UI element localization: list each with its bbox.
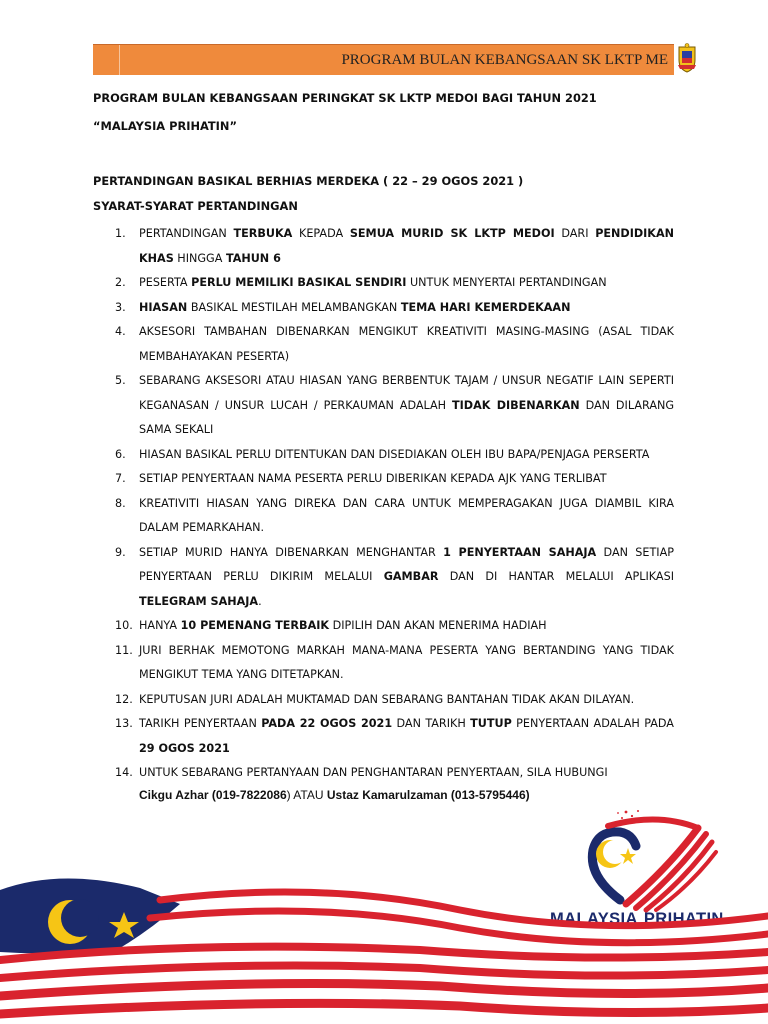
rule-text-segment: HINGGA <box>173 251 226 265</box>
rule-text-bold: HIASAN <box>139 300 188 314</box>
rule-text-segment: SETIAP MURID HANYA DIBENARKAN MENGHANTAR <box>139 545 444 559</box>
rule-number: 3. <box>115 300 126 314</box>
rule-text-segment: UNTUK SEBARANG PERTANYAAN DAN PENGHANTARAN PENYERTAAN, SILA HUBUNGI <box>139 766 608 779</box>
rule-text-bold: PERLU MEMILIKI BASIKAL SENDIRI <box>191 276 407 289</box>
rule-item <box>93 614 674 639</box>
rule-number: 9. <box>115 545 126 559</box>
rule-text <box>139 688 674 713</box>
rule-text <box>139 541 674 615</box>
rule-item <box>93 639 674 688</box>
logo-word-prihatin: PRIHATIN <box>643 910 724 928</box>
rule-text-segment: DAN DI HANTAR MELALUI APLIKASI <box>438 570 674 583</box>
rule-item <box>93 443 674 468</box>
rule-number: 6. <box>115 447 126 461</box>
rule-text-segment: DAN SETIAP PENYERTAAN PERLU DIKIRIM MELALUI <box>139 545 674 583</box>
rule-text <box>139 369 674 443</box>
rule-text <box>139 271 674 296</box>
contact-separator: ) ATAU <box>286 788 327 802</box>
rule-text-segment: PESERTA <box>139 276 192 289</box>
rule-item <box>93 688 674 713</box>
rule-text-segment: . <box>258 594 262 608</box>
rule-item <box>93 296 674 321</box>
rule-item <box>93 271 674 296</box>
rule-text <box>139 296 674 321</box>
rule-text-segment: BASIKAL MESTILAH MELAMBANGKAN <box>187 300 401 314</box>
rule-number: 8. <box>115 496 126 510</box>
contact-name-1: Cikgu Azhar (019-7822086 <box>139 788 287 802</box>
rule-text-bold: 10 PEMENANG TERBAIK <box>180 619 330 632</box>
rule-number: 10. <box>115 619 133 632</box>
rule-text <box>139 443 674 468</box>
rule-number: 2. <box>115 276 126 289</box>
contact-line <box>139 788 530 802</box>
rule-item <box>93 222 674 271</box>
rule-text <box>139 614 674 639</box>
rule-text <box>139 222 674 271</box>
rule-text-segment: PENYERTAAN ADALAH PADA <box>511 717 674 730</box>
rule-text-segment: KEPUTUSAN JURI ADALAH MUKTAMAD DAN SEBARANG BANTAHAN TIDAK AKAN DILAYAN. <box>139 692 635 706</box>
header-divider <box>119 45 120 75</box>
competition-title: PERTANDINGAN BASIKAL BERHIAS MERDEKA ( 22 – 29 OGOS 2021 ) <box>93 174 524 188</box>
rule-text-bold: TELEGRAM SAHAJA <box>139 594 259 608</box>
rule-text-bold: PENDIDIKAN KHAS <box>139 227 674 265</box>
rule-number: 4. <box>115 325 126 338</box>
contact-name-2: Ustaz Kamarulzaman (013-5795446) <box>326 788 530 802</box>
rule-number: 14. <box>115 766 133 779</box>
rule-number: 7. <box>115 472 126 485</box>
rule-item <box>93 369 674 443</box>
rule-number: 1. <box>115 227 126 240</box>
rule-text-bold: TEMA HARI KEMERDEKAAN <box>400 300 571 314</box>
rule-text-bold: SEMUA MURID SK LKTP MEDOI <box>349 227 555 240</box>
rule-text-segment: JURI BERHAK MEMOTONG MARKAH MANA-MANA PESERTA YANG BERTANDING YANG TIDAK MENGIKUT TEMA YANG DITETAPKAN. <box>139 643 674 681</box>
rule-number: 5. <box>115 374 126 387</box>
rule-number: 13. <box>115 717 133 730</box>
rule-text-bold: TUTUP <box>470 717 512 730</box>
rules-heading: SYARAT-SYARAT PERTANDINGAN <box>93 199 298 213</box>
rule-text-segment: SEBARANG AKSESORI ATAU HIASAN YANG BERBENTUK TAJAM / UNSUR NEGATIF LAIN SEPERTI KEGANASAN / UNSUR LUCAH / PERKAUMAN ADALAH <box>139 374 674 412</box>
rule-text-segment: DAN DILARANG SAMA SEKALI <box>139 398 675 436</box>
header-title: PROGRAM BULAN KEBANGSAAN SK LKTP ME <box>341 52 668 68</box>
rule-item <box>93 761 674 786</box>
rule-text-segment: DARI <box>554 227 596 240</box>
rule-text <box>139 467 674 492</box>
rule-text-segment: KEPADA <box>292 227 350 240</box>
document-title: PROGRAM BULAN KEBANGSAAN PERINGKAT SK LKTP MEDOI BAGI TAHUN 2021 <box>93 91 597 105</box>
rule-text-bold: 1 PENYERTAAN SAHAJA <box>443 545 597 559</box>
rule-number: 12. <box>115 692 133 706</box>
rule-text-segment: HANYA <box>139 619 181 632</box>
rule-item <box>93 492 674 541</box>
rule-text-segment: PERTANDINGAN <box>139 227 234 240</box>
rule-text-bold: TIDAK DIBENARKAN <box>452 398 580 412</box>
rule-text <box>139 492 674 541</box>
rule-text-segment: AKSESORI TAMBAHAN DIBENARKAN MENGIKUT KREATIVITI MASING-MASING (ASAL TIDAK MEMBAHAYAKAN PESERTA) <box>139 325 674 363</box>
page-header-bar <box>93 44 674 75</box>
rule-text <box>139 639 674 688</box>
rule-text-bold: TERBUKA <box>233 227 293 240</box>
theme-line: “MALAYSIA PRIHATIN” <box>93 119 237 133</box>
rule-item <box>93 467 674 492</box>
rule-text <box>139 712 674 761</box>
rule-item <box>93 541 674 615</box>
rule-text-bold: PADA 22 OGOS 2021 <box>261 717 393 730</box>
rule-text <box>139 761 674 786</box>
rule-text-segment: KREATIVITI HIASAN YANG DIREKA DAN CARA UNTUK MEMPERAGAKAN JUGA DIAMBIL KIRA DALAM PEMARKAHAN. <box>139 496 674 534</box>
rule-text-bold: GAMBAR <box>383 570 439 583</box>
rule-item <box>93 712 674 761</box>
rule-text-segment: UNTUK MENYERTAI PERTANDINGAN <box>406 276 607 289</box>
rule-item <box>93 320 674 369</box>
rule-text-segment: TARIKH PENYERTAAN <box>139 717 262 730</box>
malaysia-flag-footer <box>0 860 768 1024</box>
rule-text-segment: SETIAP PENYERTAAN NAMA PESERTA PERLU DIBERIKAN KEPADA AJK YANG TERLIBAT <box>139 472 607 485</box>
rule-text-bold: 29 OGOS 2021 <box>139 741 230 755</box>
rule-text-bold: TAHUN 6 <box>225 251 281 265</box>
rule-text-segment: DAN TARIKH <box>392 717 471 730</box>
rule-text <box>139 320 674 369</box>
rule-text-segment: DIPILIH DAN AKAN MENERIMA HADIAH <box>329 619 547 632</box>
rule-text-segment: HIASAN BASIKAL PERLU DITENTUKAN DAN DISEDIAKAN OLEH IBU BAPA/PENJAGA PERSERTA <box>139 447 650 461</box>
school-crest-icon <box>676 43 698 73</box>
rules-list <box>93 222 674 786</box>
logo-word-malaysia: MALAYSIA <box>550 910 638 928</box>
rule-number: 11. <box>115 643 133 657</box>
